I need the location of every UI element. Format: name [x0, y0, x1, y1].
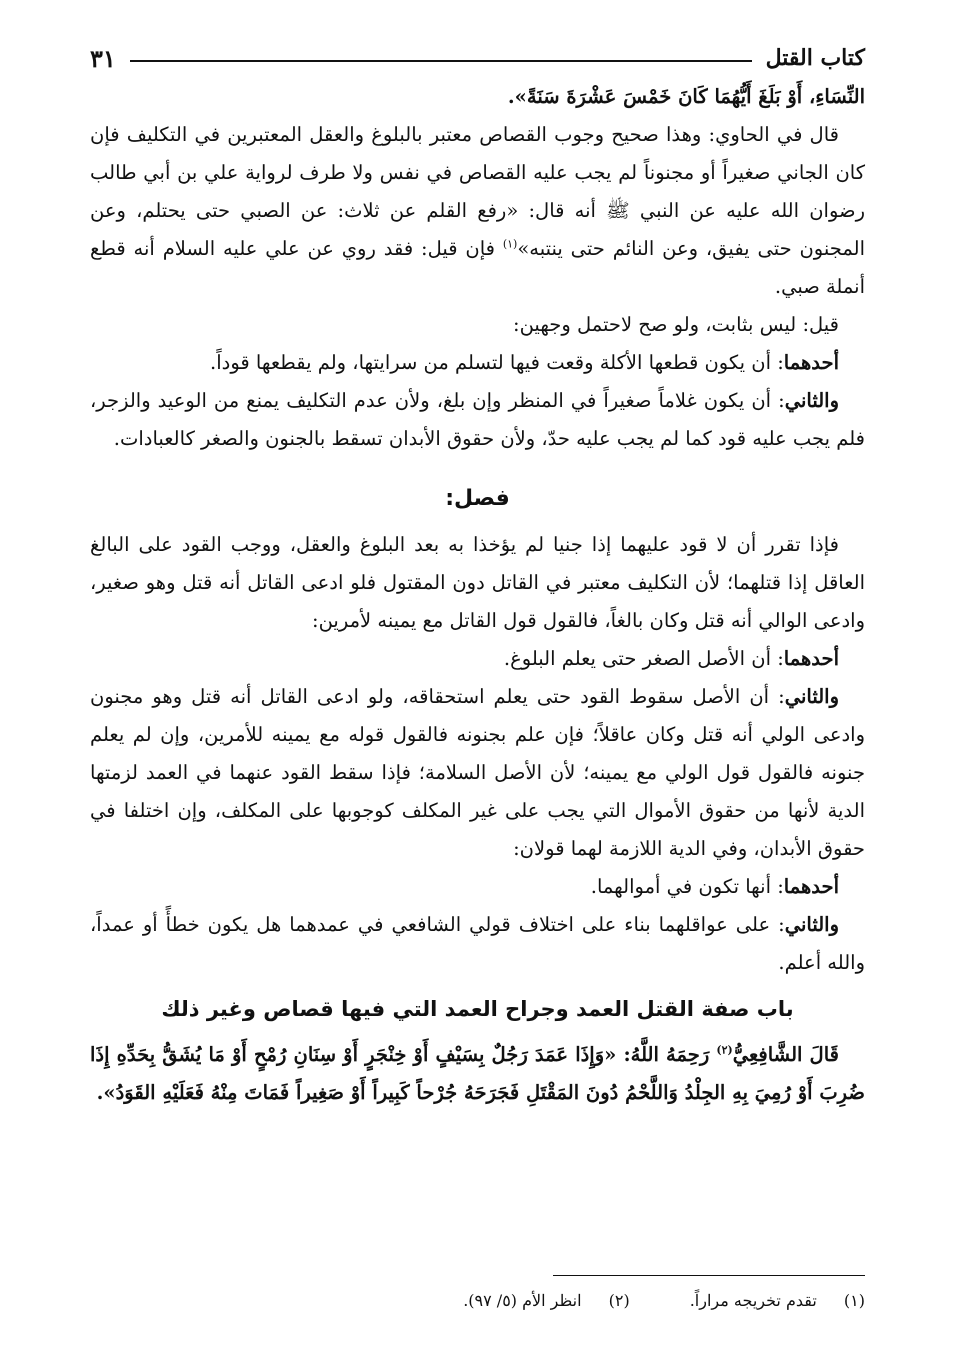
footnote-ref-1: (١): [502, 237, 518, 251]
continued-quote: النِّسَاءِ، أَوْ بَلَغَ أَيُّهُمَا كَانَ خَمْسَ عَشْرَةَ سَنَةً».: [507, 85, 865, 108]
sub-label: أحدهما: [783, 647, 839, 670]
footnotes: [90, 1288, 865, 1314]
paragraph-hawi: [90, 116, 865, 306]
sub-label: والثاني: [784, 913, 839, 936]
paragraph-second-reason: [90, 382, 865, 458]
paragraph-text: : أن يكون قطعها الأكلة وقعت فيها لتسلم من سرايتها، ولم يقطعها قوداً.: [210, 351, 784, 374]
paragraph-text: قال في الحاوي: وهذا صحيح وجوب القصاص معتبر بالبلوغ والعقل المعتبرين في التكليف فإن كان الجاني صغيراً أو مجنوناً لم يجب عليه القصاص في نفس ولا طرف لرواية علي بن أبي طالب رضوان الله عليه عن النبي ﷺ أنه قال: «رفع القلم عن ثلاث: عن الصبي حتى يحتلم، وعن المجنون حتى يفيق، وعن النائم حتى ينتبه»: [90, 123, 865, 260]
paragraph-fasl: فإذا تقرر أن لا قود عليهما إذا جنيا لم يؤخذا به بعد البلوغ والعقل، ووجب القود على البالغ العاقل إذا قتلهما؛ لأن التكليف معتبر في القاتل دون المقتول فلو ادعى القاتل أنه قتل وهو صغير، وادعى الوالي أنه قتل وكان بالغاً، فالقول قول القاتل مع يمينه لأمرين:: [90, 533, 865, 632]
paragraph-first-matter: [90, 640, 865, 678]
paragraph-text: : أن يكون غلاماً صغيراً في المنظر وإن بلغ، ولأن عدم التكليف يمنع من الوعيد والزجر، فلم يجب عليه قود كما لم يجب عليه حدّ، ولأن حقوق الأبدان تسقط بالجنون والصغر كالعبادات.: [90, 389, 865, 450]
page-number: ٣١: [90, 43, 116, 73]
paragraph-first-reason: [90, 344, 865, 382]
chapter-heading: باب صفة القتل العمد وجراح العمد التي فيها قصاص وغير ذلك: [161, 997, 794, 1021]
running-header: [90, 38, 865, 78]
paragraph-text: : أن الأصل سقوط القود حتى يعلم استحقاقه، ولو ادعى القاتل أنه قتل وهو مجنون وادعى الولي أنه قتل وكان عاقلاً؛ فإن علم بجنونه فالقول قوله مع يمينه للأمرين، وإن لم يعلم جنونه فالقول قول الولي مع يمينه؛ لأن الأصل السلامة؛ فإذا سقط القود عنهما في العمد لزمتها الدية لأنها من حقوق الأموال التي يجب على غير المكلف كوجوبها على المكلف، وإن اختلفا في حقوق الأبدان، وفي الدية اللازمة لهما قولان:: [90, 685, 865, 860]
paragraph-text: : أنها تكون في أموالهما.: [590, 875, 784, 898]
paragraph-text: : أن الأصل الصغر حتى يعلم البلوغ.: [503, 647, 784, 670]
footnote-separator: [553, 1275, 865, 1276]
footnote-number: (١): [843, 1291, 865, 1310]
footnote-text: تقدم تخريجه مراراً.: [689, 1291, 817, 1310]
paragraph-text: : على عواقلهما بناء على اختلاف قولي الشافعي في عمدهما هل يكون خطأً أو عمداً، والله أعلم.: [90, 913, 865, 974]
footnote-ref-2: (٢): [716, 1043, 733, 1057]
paragraph-answer: قيل: ليس بثابت، ولو صح لاحتمل وجهين:: [513, 313, 839, 336]
shafii-quote: [90, 1036, 865, 1112]
sub-label: والثاني: [784, 389, 839, 412]
footnote-item: [690, 1288, 865, 1314]
page-body: [90, 78, 865, 1112]
quote-text: رَحِمَهُ اللَّهُ: «وَإِذَا عَمَدَ رَجُلٌ بِسَيْفٍ أَوْ خِنْجَرٍ أَوْ سِنَانِ رُمْحٍ أَوْ مَا يُشَقُّ بِحَدِّهِ إِذَا ضُرِبَ أَوْ رُمِيَ بِهِ الجِلْدُ وَاللَّحْمُ دُونَ المَقْتَلِ فَجَرَحَهُ جُرْحاً كَبِيراً أَوْ صَغِيراً فَمَاتَ مِنْهُ فَعَلَيْهِ القَوَدُ».: [90, 1043, 865, 1104]
footnote-item: [463, 1288, 630, 1314]
footnote-number: (٢): [608, 1291, 630, 1310]
quote-lead: قَالَ الشَّافِعِيُّ: [732, 1043, 839, 1066]
header-rule: [130, 60, 752, 62]
sub-label: أحدهما: [783, 351, 839, 374]
section-heading: فصل:: [445, 486, 510, 511]
sub-label: والثاني: [784, 685, 839, 708]
paragraph-text-tail: فإن قيل: فقد روي عن علي عليه السلام أنه قطع أنملة صبي.: [90, 237, 865, 298]
paragraph-second-opinion: [90, 906, 865, 982]
paragraph-second-matter: [90, 678, 865, 868]
sub-label: أحدهما: [783, 875, 839, 898]
footnote-text: انظر الأم (٥/ ٩٧).: [463, 1291, 582, 1310]
book-title: كتاب القتل: [765, 45, 865, 71]
paragraph-first-opinion: [90, 868, 865, 906]
